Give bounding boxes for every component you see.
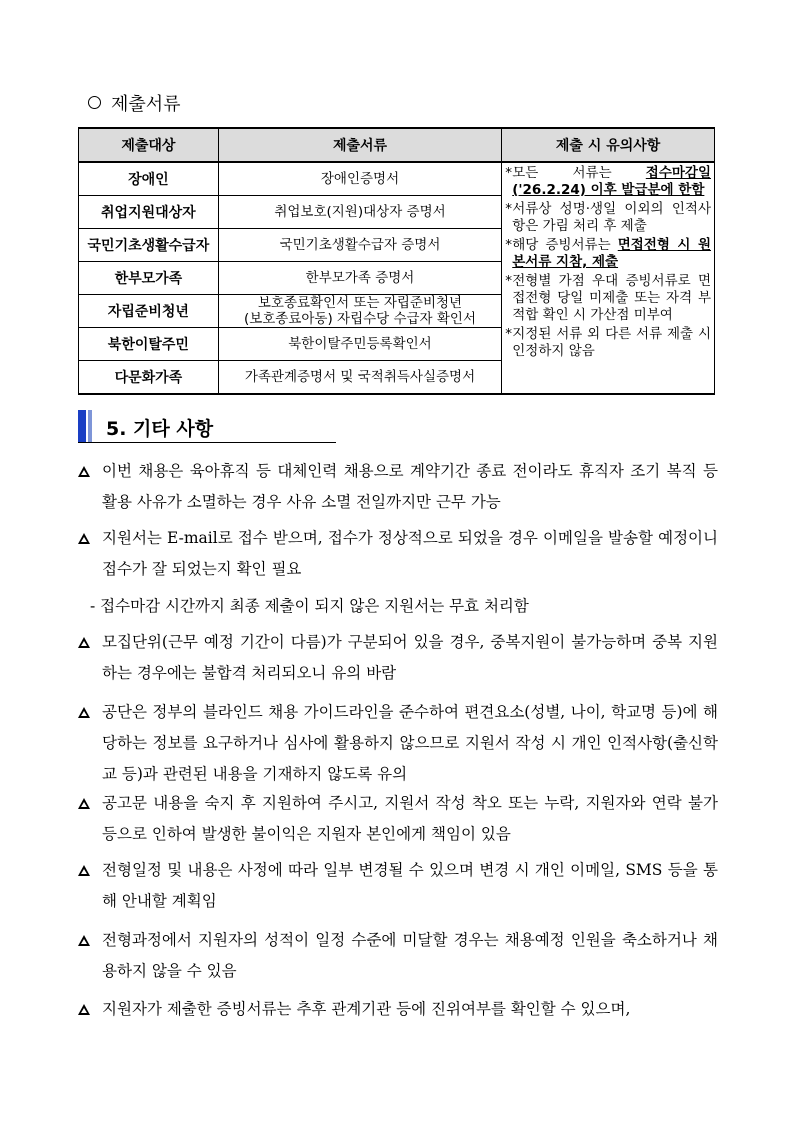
note-item: * 서류상 성명·생일 이외의 인적사항은 가림 처리 후 제출 (505, 201, 711, 234)
list-item: 지원서는 E-mail로 접수 받으며, 접수가 정상적으로 되었을 경우 이메일을 발송할 예정이니 접수가 잘 되었는지 확인 필요 (78, 523, 718, 585)
triangle-bullet-icon (78, 533, 90, 544)
note-item: * 해당 증빙서류는 면접전형 시 원본서류 지참, 제출 (505, 237, 711, 270)
row-document: 취업보호(지원)대상자 증명서 (218, 196, 501, 229)
row-target: 국민기초생활수급자 (79, 229, 219, 262)
list-item: 공단은 정부의 블라인드 채용 가이드라인을 준수하여 편견요소(성별, 나이, 학교명 등)에 해당하는 정보를 요구하거나 심사에 활용하지 않으므로 지원서 작성 시 개인 인적사항(출신학교 등)과 관련된 내용을 기재하지 않도록 유의 (78, 697, 718, 790)
triangle-bullet-icon (78, 865, 90, 876)
note-item: * 전형별 가점 우대 증빙서류로 면접전형 당일 미제출 또는 자격 부적합 확인 시 가산점 미부여 (505, 273, 711, 323)
row-document: 보호종료확인서 또는 자립준비청년 (보호종료아동) 자립수당 수급자 확인서 (218, 295, 501, 328)
row-target: 다문화가족 (79, 361, 219, 395)
row-target: 취업지원대상자 (79, 196, 219, 229)
row-document: 국민기초생활수급자 증명서 (218, 229, 501, 262)
list-item: 모집단위(근무 예정 기간이 다름)가 구분되어 있을 경우, 중복지원이 불가능하며 중복 지원하는 경우에는 불합격 처리되오니 유의 바람 (78, 627, 718, 689)
row-target: 한부모가족 (79, 262, 219, 295)
row-target: 장애인 (79, 162, 219, 196)
section-title: 제출서류 (88, 90, 181, 116)
table-header-row (79, 128, 715, 162)
table-row (79, 162, 715, 196)
triangle-bullet-icon (78, 466, 90, 477)
list-item: 이번 채용은 육아휴직 등 대체인력 채용으로 계약기간 종료 전이라도 휴직자 조기 복직 등 활용 사유가 소멸하는 경우 사유 소멸 전일까지만 근무 가능 (78, 456, 718, 518)
triangle-bullet-icon (78, 798, 90, 809)
heading-bar-icon (78, 410, 86, 442)
list-item: 전형일정 및 내용은 사정에 따라 일부 변경될 수 있으며 변경 시 개인 이메일, SMS 등을 통해 안내할 계획임 (78, 855, 718, 917)
header-target: 제출대상 (79, 128, 219, 162)
notes-cell (502, 162, 715, 394)
heading-bar-accent-icon (88, 410, 92, 442)
row-target: 자립준비청년 (79, 295, 219, 328)
list-item: 공고문 내용을 숙지 후 지원하여 주시고, 지원서 작성 착오 또는 누락, 지원자와 연락 불가 등으로 인하여 발생한 불이익은 지원자 본인에게 책임이 있음 (78, 788, 718, 850)
triangle-bullet-icon (78, 935, 90, 946)
note-item: * 모든 서류는 접수마감일('26.2.24) 이후 발급분에 한함 (505, 165, 711, 198)
list-item: 지원자가 제출한 증빙서류는 추후 관계기관 등에 진위여부를 확인할 수 있으며, (78, 994, 718, 1025)
row-target: 북한이탈주민 (79, 328, 219, 361)
triangle-bullet-icon (78, 1004, 90, 1015)
section-heading (78, 410, 336, 443)
row-document: 한부모가족 증명서 (218, 262, 501, 295)
note-item: * 지정된 서류 외 다른 서류 제출 시 인정하지 않음 (505, 326, 711, 359)
row-document: 가족관계증명서 및 국적취득사실증명서 (218, 361, 501, 395)
row-document: 장애인증명서 (218, 162, 501, 196)
triangle-bullet-icon (78, 637, 90, 648)
header-notes: 제출 시 유의사항 (502, 128, 715, 162)
documents-table (78, 127, 715, 395)
triangle-bullet-icon (78, 707, 90, 718)
row-document: 북한이탈주민등록확인서 (218, 328, 501, 361)
header-document: 제출서류 (218, 128, 501, 162)
list-item: 전형과정에서 지원자의 성적이 일정 수준에 미달할 경우는 채용예정 인원을 축소하거나 채용하지 않을 수 있음 (78, 925, 718, 987)
sub-item: - 접수마감 시간까지 최종 제출이 되지 않은 지원서는 무효 처리함 (90, 597, 529, 615)
heading-text: 5. 기타 사항 (106, 418, 214, 440)
circle-bullet-icon (88, 96, 101, 109)
